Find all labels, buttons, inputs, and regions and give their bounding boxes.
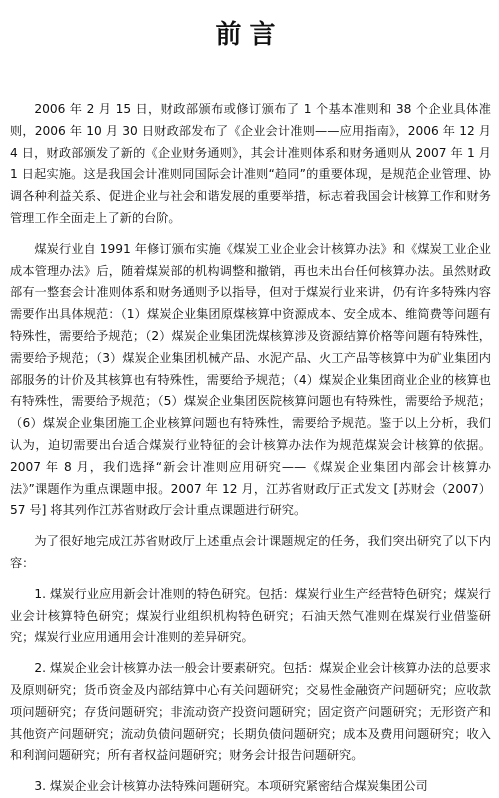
paragraph: 煤炭行业自 1991 年修订颁布实施《煤炭工业企业会计核算办法》和《煤炭工业企业成本管理办法》后，随着煤炭部的机构调整和撤销，再也未出台任何核算办法。虽然财政部有一整套会计准则体系和财务通则予以指导，但对于煤炭行业来讲，仍有许多特殊内容需要作出具体规范：（1）煤炭企业集团原煤核算中资源成本、安全成本、维简费等问题有特殊性，需要给予规范；（2）煤炭企业集团洗煤核算涉及资源结算价格等问题有特殊性，需要给予规范；（3）煤炭企业集团机械产品、水泥产品、火工产品等核算中为矿业集团内部服务的计价及其核算也有特殊性，需要给予规范；（4）煤炭企业集团商业企业的核算也有特殊性，需要给予规范；（5）煤炭企业集团医院核算问题也有特殊性，需要给予规范；（6）煤炭企业集团施工企业核算问题也有特殊性，需要给予规范。鉴于以上分析，我们认为，迫切需要出台适合煤炭行业特征的会计核算办法作为规范煤炭会计核算的依据。2007 年 8 月，我们选择“新会计准则应用研究——《煤炭企业集团内部会计核算办法》”课题作为重点课题申报。2007 年 12 月，江苏省财政厅正式发文 [苏财会（2007）57 号] 将其列作江苏省财政厅会计重点课题进行研究。 — [10, 241, 491, 518]
document-body — [10, 99, 491, 798]
paragraph: 2006 年 2 月 15 日，财政部颁布或修订颁布了 1 个基本准则和 38 个企业具体准则，2006 年 10 月 30 日财政部发布了《企业会计准则——应用指南》，2006 年 12 月 4 日，财政部颁发了新的《企业财务通则》，其会计准则体系和财务通则从 2007 年 1 月 1 日起实施。这是我国会计准则同国际会计准则“趋同”的重要体现，是规范企业管理、协调各种利益关系、促进企业与社会和谐发展的重要举措，标志着我国会计核算工作和财务管理工作全面走上了新的台阶。 — [10, 102, 491, 225]
paragraph: 为了很好地完成江苏省财政厅上述重点会计课题规定的任务，我们突出研究了以下内容： — [10, 534, 491, 570]
paragraph: 1. 煤炭行业应用新会计准则的特色研究。包括：煤炭行业生产经营特色研究；煤炭行业会计核算特色研究；煤炭行业组织机构特色研究；石油天然气准则在煤炭行业借鉴研究；煤炭行业应用通用会计准则的差异研究。 — [10, 586, 491, 645]
paragraph: 3. 煤炭企业会计核算办法特殊问题研究。本项研究紧密结合煤炭集团公司 — [34, 779, 428, 794]
page-title: 前言 — [215, 20, 284, 50]
paragraph: 2. 煤炭企业会计核算办法一般会计要素研究。包括：煤炭企业会计核算办法的总要求及原则研究；货币资金及内部结算中心有关问题研究；交易性金融资产问题研究；应收款项问题研究；存货问题研究；非流动资产投资问题研究；固定资产问题研究；无形资产和其他资产问题研究；流动负债问题研究；长期负债问题研究；成本及费用问题研究；收入和利润问题研究；所有者权益问题研究；财务会计报告问题研究。 — [10, 661, 491, 763]
